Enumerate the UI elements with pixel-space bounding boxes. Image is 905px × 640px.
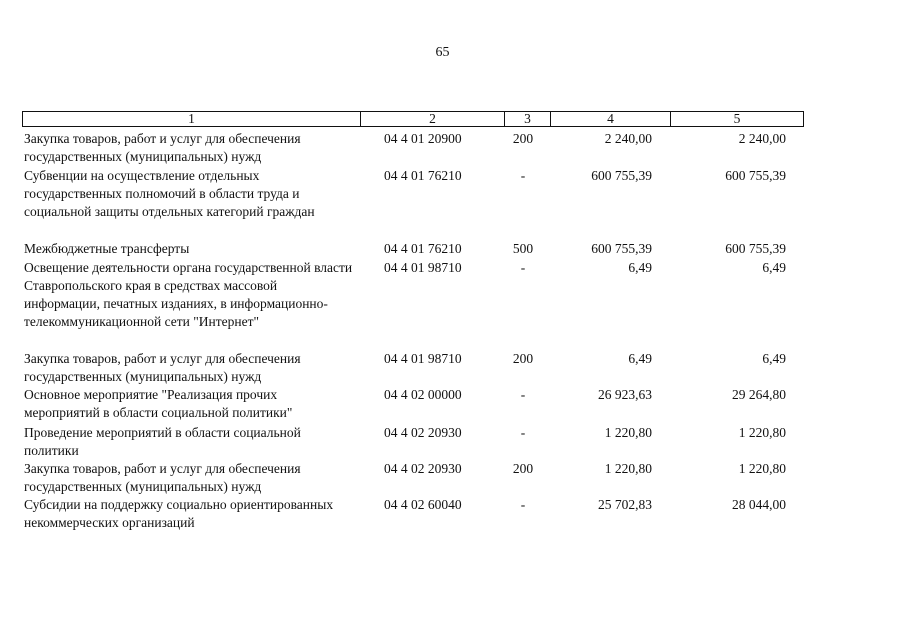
page-number: 65 <box>435 45 450 60</box>
row-amount-col5: 6,49 <box>762 351 786 366</box>
row-code: 04 4 02 00000 <box>384 387 462 402</box>
row-expense-type: 200 <box>512 351 534 366</box>
row-amount-col4: 6,49 <box>628 351 652 366</box>
row-code: 04 4 01 98710 <box>384 351 462 366</box>
row-code: 04 4 01 76210 <box>384 168 462 183</box>
row-expense-type: - <box>520 497 526 512</box>
row-expense-type: - <box>520 425 526 440</box>
row-amount-col4: 25 702,83 <box>598 497 652 512</box>
row-description: Основное мероприятие "Реализация прочих мероприятий в области социальной политики" <box>24 387 293 420</box>
row-expense-type: 200 <box>512 131 534 146</box>
header-col-3: 3 <box>505 112 551 126</box>
row-amount-col5: 600 755,39 <box>725 168 786 183</box>
row-amount-col5: 28 044,00 <box>732 497 786 512</box>
row-code: 04 4 01 98710 <box>384 260 462 275</box>
row-description: Закупка товаров, работ и услуг для обеспечения государственных (муниципальных) нужд <box>24 461 301 494</box>
row-amount-col4: 1 220,80 <box>604 425 652 440</box>
row-code: 04 4 01 20900 <box>384 131 462 146</box>
header-col-5: 5 <box>733 111 741 126</box>
row-amount-col5: 600 755,39 <box>725 241 786 256</box>
row-description: Проведение мероприятий в области социальной политики <box>24 425 301 458</box>
row-code: 04 4 01 76210 <box>384 241 462 256</box>
row-description: Закупка товаров, работ и услуг для обеспечения государственных (муниципальных) нужд <box>24 351 301 384</box>
row-amount-col4: 6,49 <box>628 260 652 275</box>
header-col-2: 2 <box>361 112 505 126</box>
row-code: 04 4 02 20930 <box>384 425 462 440</box>
row-amount-col4: 26 923,63 <box>598 387 652 402</box>
row-amount-col4: 600 755,39 <box>591 241 652 256</box>
row-amount-col5: 6,49 <box>762 260 786 275</box>
row-amount-col4: 600 755,39 <box>591 168 652 183</box>
row-amount-col5: 29 264,80 <box>732 387 786 402</box>
header-col-1: 1 <box>23 112 361 126</box>
row-description: Субвенции на осуществление отдельных государственных полномочий в области труда и социальной защиты отдельных категорий граждан <box>24 168 315 219</box>
row-amount-col4: 2 240,00 <box>604 131 652 146</box>
row-description: Освещение деятельности органа государственной власти Ставропольского края в средствах массовой информации, печатных изданиях, в информационно-телекоммуникационной сети "Интернет" <box>24 260 353 329</box>
row-expense-type: - <box>520 387 526 402</box>
row-description: Субсидии на поддержку социально ориентированных некоммерческих организаций <box>24 497 334 530</box>
row-code: 04 4 02 60040 <box>384 497 462 512</box>
row-description: Межбюджетные трансферты <box>24 241 190 256</box>
row-expense-type: - <box>520 260 526 275</box>
row-amount-col5: 2 240,00 <box>738 131 786 146</box>
row-expense-type: 500 <box>512 241 534 256</box>
row-amount-col5: 1 220,80 <box>738 461 786 476</box>
row-expense-type: - <box>520 168 526 183</box>
row-amount-col5: 1 220,80 <box>738 425 786 440</box>
row-expense-type: 200 <box>512 461 534 476</box>
row-amount-col4: 1 220,80 <box>604 461 652 476</box>
header-col-4: 4 <box>551 112 671 126</box>
row-code: 04 4 02 20930 <box>384 461 462 476</box>
table-header <box>22 111 804 127</box>
row-description: Закупка товаров, работ и услуг для обеспечения государственных (муниципальных) нужд <box>24 131 301 164</box>
